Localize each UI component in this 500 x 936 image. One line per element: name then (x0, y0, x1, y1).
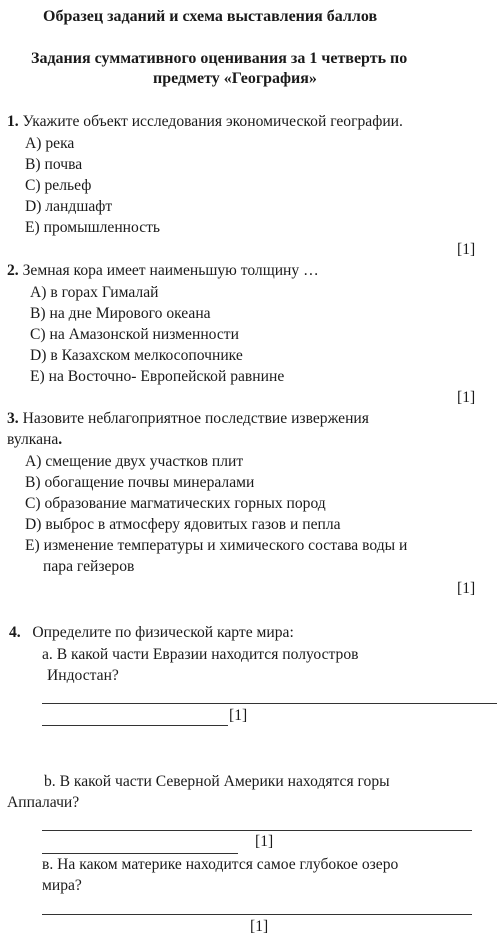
q3-option-b: B) обогащение почвы минералами (25, 474, 255, 491)
q4b-answer-line-1[interactable] (42, 830, 472, 831)
q1-points: [1] (457, 241, 476, 258)
q4b-answer-line-2[interactable] (42, 853, 238, 854)
question-1-text: Укажите объект исследования экономической географии. (22, 113, 403, 130)
q2-option-a: A) в горах Гималай (30, 284, 159, 301)
question-3-line-2 (7, 431, 62, 449)
q1-option-e: E) промышленность (25, 219, 161, 236)
question-3-text-line-1: Назовите неблагоприятное последствие извержения (22, 410, 369, 427)
q1-option-b: B) почва (25, 156, 83, 173)
question-3 (7, 410, 369, 428)
subtitle-line-2: предмету «География» (153, 70, 317, 87)
q1-option-c: C) рельеф (25, 177, 92, 194)
question-4-text: Определите по физической карте мира: (32, 624, 294, 641)
q2-option-e: E) на Восточно- Европейской равнине (30, 368, 285, 385)
q4c-points: [1] (250, 918, 269, 935)
q4a-text-line-2: Индостан? (47, 667, 119, 684)
q2-points: [1] (457, 389, 476, 406)
q4b-points: [1] (255, 833, 274, 850)
q3-option-e-continuation: пара гейзеров (43, 558, 135, 575)
q4a-text-line-1: a. В какой части Евразии находится полуостров (42, 646, 359, 663)
q4b-text-line-1: b. В какой части Северной Америки находятся горы (44, 773, 390, 790)
question-3-period: . (58, 431, 63, 448)
q4c-text-line-1: в. На каком материке находится самое глубокое озеро (42, 856, 399, 873)
q4a-answer-line-1[interactable] (42, 703, 497, 704)
q3-option-d: D) выброс в атмосферу ядовитых газов и пепла (25, 516, 341, 533)
question-3-text-line-2: вулкана (7, 431, 59, 448)
q2-option-c: C) на Амазонской низменности (30, 326, 239, 343)
question-1-number: 1. (7, 113, 19, 130)
question-2-number: 2. (7, 262, 19, 279)
page-title: Образец заданий и схема выставления баллов (43, 8, 378, 25)
question-2 (7, 262, 319, 280)
q1-option-a: A) река (25, 135, 75, 152)
q3-option-e: E) изменение температуры и химического состава воды и (25, 537, 408, 554)
question-2-text: Земная кора имеет наименьшую толщину … (22, 262, 319, 279)
question-4 (9, 624, 294, 642)
subtitle-line-1: Задания суммативного оценивания за 1 четверть по (31, 50, 408, 67)
q2-option-d: D) в Казахском мелкосопочнике (30, 347, 243, 364)
q3-option-c: C) образование магматических горных пород (25, 495, 326, 512)
q1-option-d: D) ландшафт (25, 198, 113, 215)
q4a-points: [1] (229, 707, 248, 724)
q4c-answer-line-1[interactable] (42, 914, 472, 915)
q4b-text-line-2: Аппалачи? (7, 794, 80, 811)
q4c-text-line-2: мира? (42, 877, 82, 894)
question-1 (7, 113, 403, 131)
q3-points: [1] (457, 580, 476, 597)
q3-option-a: A) смещение двух участков плит (25, 453, 244, 470)
q4a-answer-line-2[interactable] (42, 725, 228, 726)
question-4-number: 4. (9, 624, 21, 641)
question-3-number: 3. (7, 410, 19, 427)
q2-option-b: B) на дне Мирового океана (30, 305, 211, 322)
